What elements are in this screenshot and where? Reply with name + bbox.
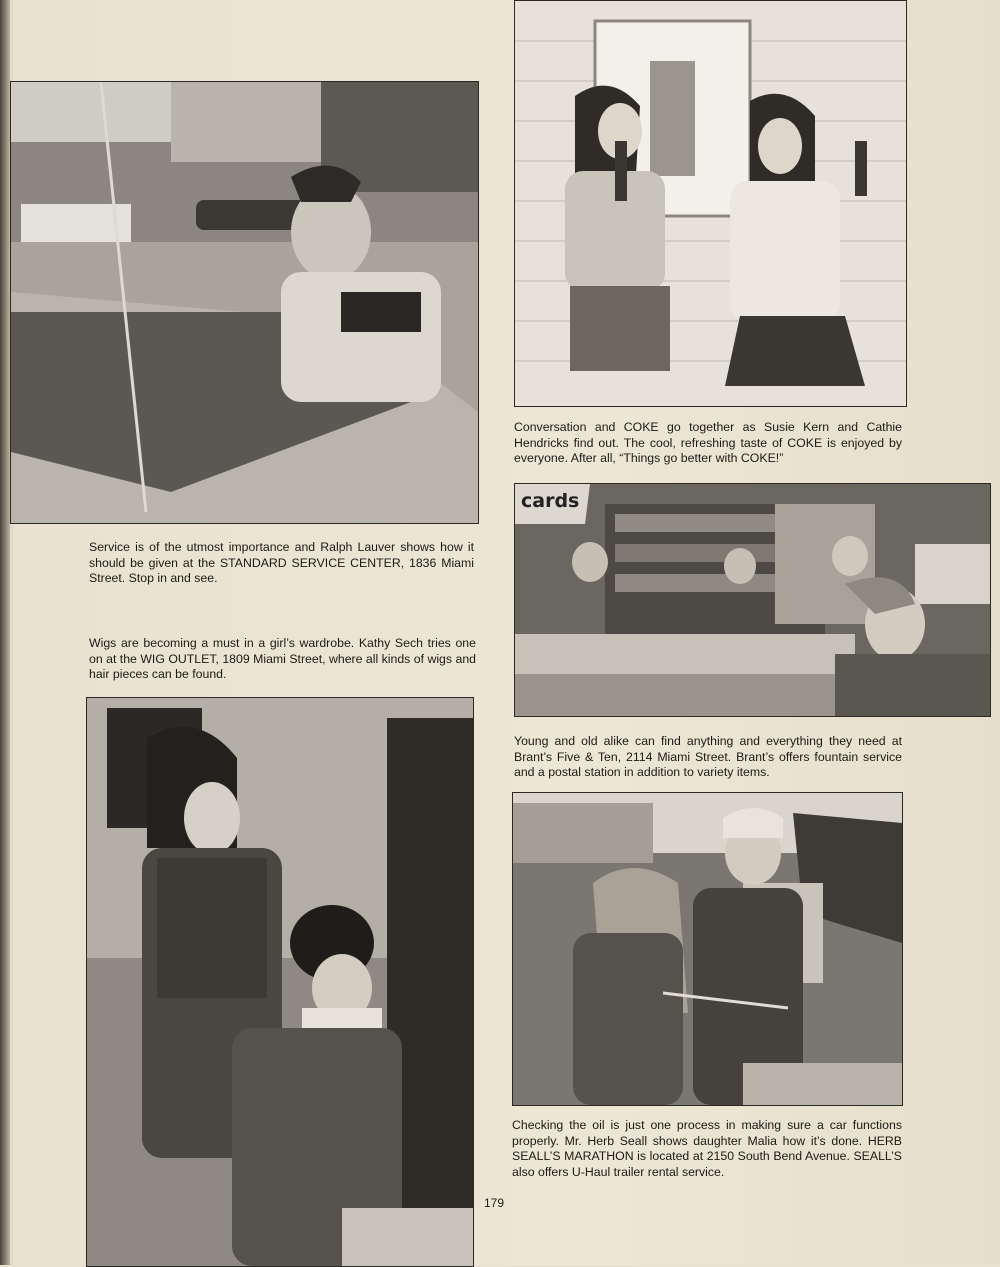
caption-marathon: Checking the oil is just one process in making sure a car functions properly. Mr. Herb Seall shows daughter Malia how it’s done. HERB SEALL’S MARATHON is located at 2150 South Bend Avenue. SEALL’S also offers U-Haul trailer rental service. — [512, 1118, 902, 1179]
photo-service-center — [10, 81, 479, 524]
photo-brants-store — [514, 483, 991, 717]
caption-coke: Conversation and COKE go together as Susie Kern and Cathie Hendricks find out. The cool, refreshing taste of COKE is enjoyed by everyone. After all, “Things go better with COKE!” — [514, 420, 902, 466]
photo-coke-phone — [514, 0, 907, 407]
caption-wigs: Wigs are becoming a must in a girl’s wardrobe. Kathy Sech tries one on at the WIG OUTLET, 1809 Miami Street, where all kinds of wigs and hair pieces can be found. — [89, 636, 476, 682]
caption-service: Service is of the utmost importance and Ralph Lauver shows how it should be given at the STANDARD SERVICE CENTER, 1836 Miami Street. Stop in and see. — [89, 540, 474, 586]
photo-wig-outlet — [86, 697, 474, 1267]
photo-marathon — [512, 792, 903, 1106]
page-number: 179 — [484, 1196, 505, 1210]
book-binding — [0, 0, 10, 1265]
store-sign-text: cards — [521, 490, 580, 512]
caption-brants: Young and old alike can find anything and everything they need at Brant’s Five & Ten, 2114 Miami Street. Brant’s offers fountain service and a postal station in addition to variety items. — [514, 734, 902, 780]
